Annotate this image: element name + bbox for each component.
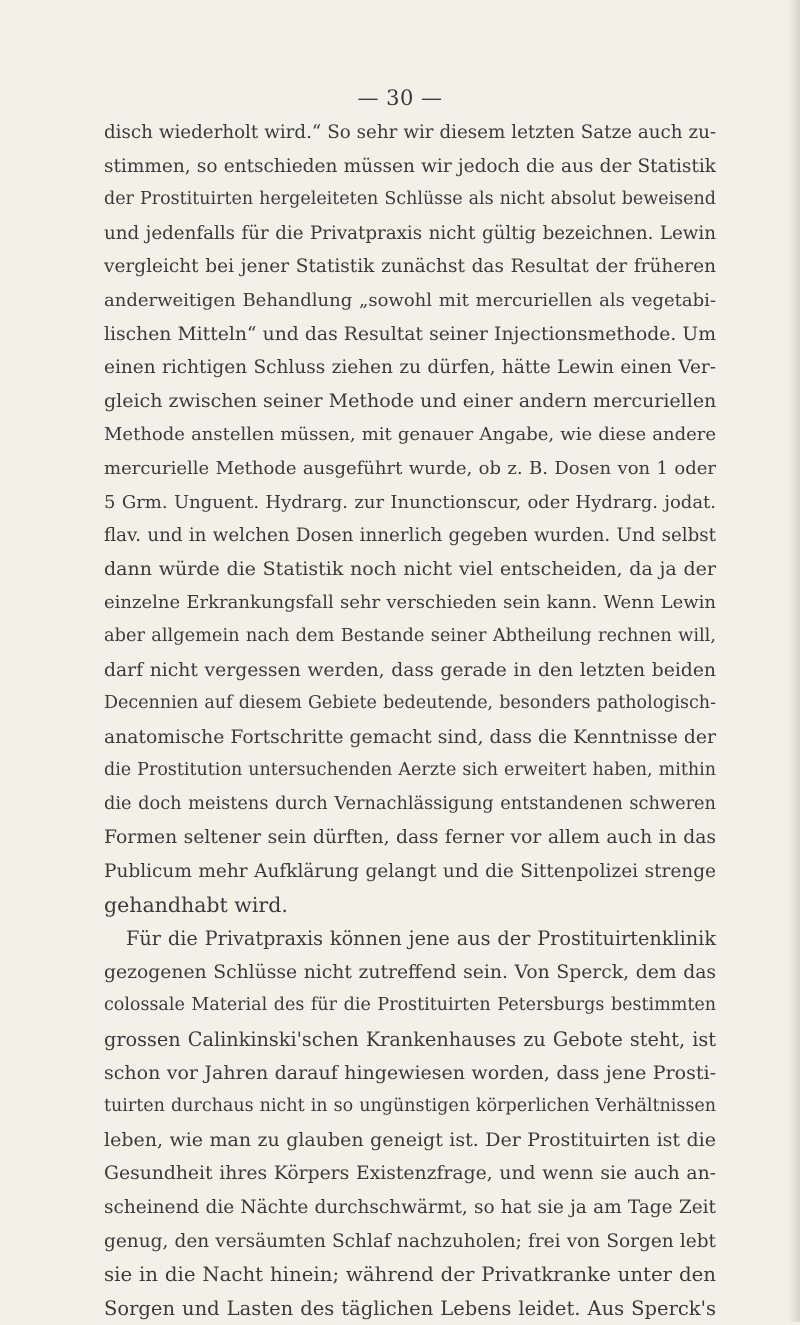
text-line: stimmen, so entschieden müssen wir jedoch die aus der Statistik [104,155,716,177]
text-line: einzelne Erkrankungsfall sehr verschieden sein kann. Wenn Lewin [104,592,716,614]
text-line: mercurielle Methode ausgeführt wurde, ob z. B. Dosen von 1 oder [104,457,716,479]
body-text [104,116,716,1325]
text-line: sie in die Nacht hinein; während der Privatkranke unter den [104,1263,716,1287]
text-line: und jedenfalls für die Privatpraxis nicht gültig bezeichnen. Lewin [104,222,716,244]
text-line: schon vor Jahren darauf hingewiesen worden, dass jene Prosti- [104,1061,716,1084]
text-line: gezogenen Schlüsse nicht zutreffend sein. Von Sperck, dem das [104,961,716,983]
text-line: grossen Calinkinski'schen Krankenhauses zu Gebote steht, ist [104,1028,716,1052]
page-edge-shadow [788,0,800,1322]
text-line: die Prostitution untersuchenden Aerzte sich erweitert haben, mithin [104,760,716,781]
text-line: einen richtigen Schluss ziehen zu dürfen, hätte Lewin einen Ver- [104,357,716,379]
text-line: der Prostituirten hergeleiteten Schlüsse als nicht absolut beweisend [104,189,716,210]
text-line: Sorgen und Lasten des täglichen Lebens leidet. Aus Sperck's [104,1296,716,1320]
paragraph-start-line: Für die Privatpraxis können jene aus der Prostituirtenklinik [126,927,716,951]
text-line: 5 Grm. Unguent. Hydrarg. zur Inunctionscur, oder Hydrarg. jodat. [104,491,716,513]
text-line: Methode anstellen müssen, mit genauer Angabe, wie diese andere [104,424,716,446]
text-line: dann würde die Statistik noch nicht viel entscheiden, da ja der [104,557,716,580]
text-line: gleich zwischen seiner Methode und einer andern mercuriellen [104,389,717,412]
text-line: disch wiederholt wird.“ So sehr wir diesem letzten Satze auch zu- [104,122,716,143]
text-line: anatomische Fortschritte gemacht sind, dass die Kenntnisse der [104,726,716,748]
text-line: die doch meistens durch Vernachlässigung entstandenen schweren [104,793,716,814]
text-line: darf nicht vergessen werden, dass gerade in den letzten beiden [104,659,716,681]
text-line: aber allgemein nach dem Bestande seiner Abtheilung rechnen will, [104,625,716,646]
text-line: anderweitigen Behandlung „sowohl mit mercuriellen als vegetabi- [104,289,716,311]
text-line: Formen seltener sein dürften, dass ferner vor allem auch in das [104,827,716,849]
text-line: Decennien auf diesem Gebiete bedeutende, besonders pathologisch- [104,693,716,714]
text-line: tuirten durchaus nicht in so ungünstigen körperlichen Verhältnissen [104,1096,716,1117]
text-line: colossale Material des für die Prostituirten Petersburgs bestimmten [104,995,716,1016]
text-line: lischen Mitteln“ und das Resultat seiner Injectionsmethode. Um [104,323,716,345]
text-line: vergleicht bei jener Statistik zunächst das Resultat der früheren [104,256,716,278]
paragraph-end-line: gehandhabt wird. [104,892,288,917]
text-line: scheinend die Nächte durchschwärmt, so hat sie ja am Tage Zeit [104,1197,716,1218]
text-line: Gesundheit ihres Körpers Existenzfrage, und wenn sie auch an- [104,1163,716,1185]
text-line: flav. und in welchen Dosen innerlich gegeben wurden. Und selbst [104,525,716,547]
text-line: leben, wie man zu glauben geneigt ist. Der Prostituirten ist die [104,1128,716,1151]
page-number: — 30 — [357,86,443,110]
text-line: Publicum mehr Aufklärung gelangt und die Sittenpolizei strenge [104,861,716,883]
text-line: genug, den versäumten Schlaf nachzuholen; frei von Sorgen lebt [104,1230,716,1252]
